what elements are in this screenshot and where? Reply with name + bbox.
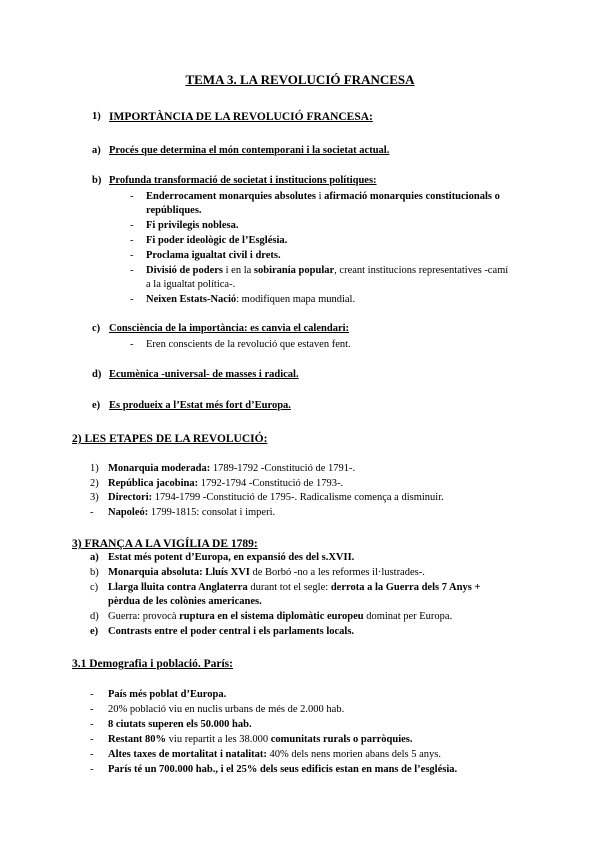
list-item: [146, 264, 508, 278]
text: de Borbó -no a les reformes il·lustrades-.: [249, 567, 425, 578]
bullet-dash: -: [90, 764, 94, 775]
bold-text: sobirania popular: [253, 265, 335, 276]
text: dominat per Europa.: [363, 611, 453, 622]
list-item-continuation: a la igualtat política-.: [146, 279, 236, 290]
list-item: [108, 748, 441, 762]
list-item: Contrasts entre el poder central i els parlaments locals.: [108, 626, 355, 637]
text: 1794-1799 -Constitució de 1795-. Radicalisme comença a disminuir.: [152, 492, 444, 503]
bullet-dash: -: [90, 704, 94, 715]
item-marker: c): [90, 582, 99, 593]
text: 1792-1794 -Constitució de 1793-.: [198, 478, 344, 489]
item-marker: 3): [90, 492, 99, 503]
bold-text: Divisió de poders: [146, 265, 224, 276]
bold-text: comunitats rurals o parròquies.: [270, 734, 413, 745]
list-item: País més poblat d’Europa.: [108, 689, 227, 700]
bullet-dash: -: [130, 220, 134, 231]
bullet-dash: -: [90, 719, 94, 730]
text: i en la: [223, 265, 254, 276]
list-item: Proclama igualtat civil i drets.: [146, 250, 281, 261]
text: 40% dels nens morien abans dels 5 anys.: [266, 749, 442, 760]
item-marker: d): [90, 611, 99, 622]
bullet-dash: -: [90, 734, 94, 745]
bold-text: Directori:: [108, 492, 153, 503]
list-item: [108, 733, 412, 747]
text: 1789-1792 -Constitució de 1791-.: [210, 463, 356, 474]
section-heading: 3.1 Demografia i població. París:: [72, 658, 233, 670]
item-marker: a): [90, 552, 99, 563]
item-marker: b): [92, 175, 102, 186]
bullet-dash: -: [130, 250, 134, 261]
text: durant tot el segle:: [247, 582, 331, 593]
subsection-heading: Profunda transformació de societat i institucions polítiques:: [109, 175, 377, 186]
bold-text: ruptura en el sistema diplomàtic europeu: [179, 611, 364, 622]
item-marker: 2): [90, 478, 99, 489]
item-marker: e): [90, 626, 99, 637]
list-item: [108, 581, 480, 595]
bullet-dash: -: [90, 749, 94, 760]
bullet-dash: -: [130, 191, 134, 202]
bold-text: derrota a la Guerra dels 7 Anys +: [330, 582, 481, 593]
text: 1799-1815: consolat i imperi.: [148, 507, 276, 518]
list-item: [146, 190, 500, 204]
list-item: 20% població viu en nuclis urbans de més de 2.000 hab.: [108, 704, 345, 715]
list-item: [108, 610, 452, 624]
text: viu repartit a les 38.000: [166, 734, 271, 745]
text: , creant institucions representatives -camí: [334, 265, 509, 276]
item-marker: e): [92, 400, 101, 411]
list-item: [146, 293, 355, 307]
item-marker: 1): [90, 463, 99, 474]
list-item: [108, 477, 343, 491]
section-marker: 1): [92, 111, 101, 122]
section-heading: 2) LES ETAPES DE LA REVOLUCIÓ:: [72, 433, 268, 445]
list-item: [108, 491, 444, 505]
bullet-dash: -: [130, 235, 134, 246]
text: Guerra: provocà: [108, 611, 180, 622]
list-item: París té un 700.000 hab., i el 25% dels seus edificis estan en mans de l’església.: [108, 764, 458, 775]
bullet-dash: -: [130, 265, 134, 276]
list-item: 8 ciutats superen els 50.000 hab.: [108, 719, 252, 730]
item-marker: b): [90, 567, 99, 578]
bullet-dash: -: [130, 294, 134, 305]
list-item: Fi privilegis noblesa.: [146, 220, 239, 231]
list-item: Eren conscients de la revolució que estaven fent.: [146, 339, 351, 350]
bold-text: República jacobina:: [108, 478, 199, 489]
list-item: [108, 566, 425, 580]
item-marker: d): [92, 369, 102, 380]
document-title: TEMA 3. LA REVOLUCIÓ FRANCESA: [185, 72, 415, 87]
section-heading: IMPORTÀNCIA DE LA REVOLUCIÓ FRANCESA:: [109, 111, 373, 123]
item-marker: c): [92, 323, 101, 334]
list-item: [108, 506, 275, 520]
list-item: [108, 462, 355, 476]
bold-text: Llarga lluita contra Anglaterra: [108, 582, 248, 593]
list-item-continuation: repúbliques.: [146, 205, 202, 216]
list-item-continuation: pèrdua de les colònies americanes.: [108, 596, 262, 607]
text: i: [315, 191, 325, 202]
list-item: Fi poder ideològic de l’Església.: [146, 235, 288, 246]
text: : modifiquen mapa mundial.: [236, 294, 356, 305]
bullet-dash: -: [130, 339, 134, 350]
bold-text: Enderrocament monarquies absolutes: [146, 191, 316, 202]
subsection-heading: Es produeix a l’Estat més fort d’Europa.: [109, 400, 291, 411]
bold-text: Restant 80%: [108, 734, 167, 745]
subsection-heading: Ecumènica -universal- de masses i radical.: [109, 369, 299, 380]
subsection-heading: Consciència de la importància: es canvia el calendari:: [109, 323, 350, 334]
bold-text: Neixen Estats-Nació: [146, 294, 237, 305]
subsection-heading: Procés que determina el món contemporani i la societat actual.: [109, 145, 390, 156]
bold-text: Monarquia absoluta: Lluís XVI: [108, 567, 250, 578]
bullet-dash: -: [90, 689, 94, 700]
bold-text: Napoleó:: [108, 507, 149, 518]
section-heading: 3) FRANÇA A LA VIGÍLIA DE 1789:: [72, 538, 258, 550]
item-marker: a): [92, 145, 101, 156]
item-marker: -: [90, 507, 94, 518]
bold-text: Monarquia moderada:: [108, 463, 211, 474]
bold-text: Altes taxes de mortalitat i natalitat:: [108, 749, 267, 760]
bold-text: afirmació monarquies constitucionals o: [324, 191, 500, 202]
list-item: Estat més potent d’Europa, en expansió des del s.XVII.: [108, 552, 355, 563]
